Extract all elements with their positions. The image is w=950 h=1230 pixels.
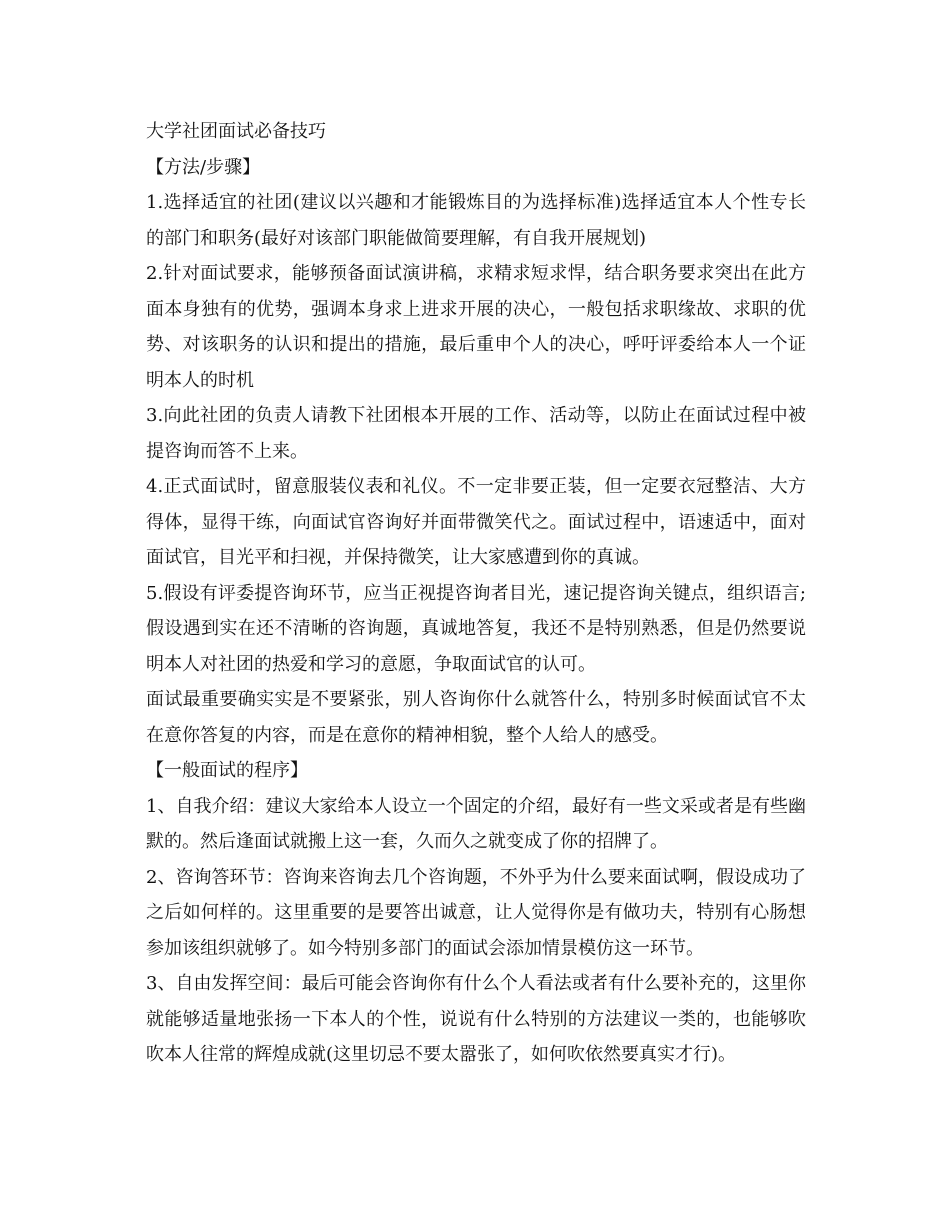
step-5: 5.假设有评委提咨询环节，应当正视提咨询者目光，速记提咨询关键点，组织语言;假设遇到实在还不清晰的咨询题，真诚地答复，我还不是特别熟悉，但是仍然要说明本人对社团的热爱和学习的意愿，争取面试官的认可。 <box>146 582 806 675</box>
step-1: 1.选择适宜的社团(建议以兴趣和才能锻炼目的为选择标准)选择适宜本人个性专长的部门和职务(最好对该部门职能做简要理解，有自我开展规划) <box>146 192 806 249</box>
section-heading-methods: 【方法/步骤】 <box>146 156 261 178</box>
procedure-3: 3、自由发挥空间：最后可能会咨询你有什么个人看法或者有什么要补充的，这里你就能够适量地张扬一下本人的个性，说说有什么特别的方法建议一类的，也能够吹吹本人往常的辉煌成就(这里切忌不要太嚣张了，如何吹依然要真实才行)。 <box>146 973 806 1065</box>
summary-paragraph: 面试最重要确实实是不要紧张，别人咨询你什么就答什么，特别多时候面试官不太在意你答复的内容，而是在意你的精神相貌，整个人给人的感受。 <box>146 689 806 746</box>
section-heading-procedure: 【一般面试的程序】 <box>146 760 308 781</box>
step-4: 4.正式面试时，留意服装仪表和礼仪。不一定非要正装，但一定要衣冠整洁、大方得体，显得干练，向面试官咨询好并面带微笑代之。面试过程中，语速适中，面对面试官，目光平和扫视，并保持微笑，让大家感遭到你的真诚。 <box>146 476 806 568</box>
step-2: 2.针对面试要求，能够预备面试演讲稿，求精求短求悍，结合职务要求突出在此方面本身独有的优势，强调本身求上进求开展的决心，一般包括求职缘故、求职的优势、对该职务的认识和提出的措施，最后重申个人的决心，呼吁评委给本人一个证明本人的时机 <box>146 263 806 391</box>
procedure-2: 2、咨询答环节：咨询来咨询去几个咨询题，不外乎为什么要来面试啊，假设成功了之后如何样的。这里重要的是要答出诚意，让人觉得你是有做功夫，特别有心肠想参加该组织就够了。如今特别多部门的面试会添加情景模仿这一环节。 <box>146 866 806 959</box>
procedure-1: 1、自我介绍：建议大家给本人设立一个固定的介绍，最好有一些文采或者是有些幽默的。然后逢面试就搬上这一套，久而久之就变成了你的招牌了。 <box>146 795 806 852</box>
document-title: 大学社团面试必备技巧 <box>146 121 326 142</box>
document-body <box>146 114 806 1073</box>
step-3: 3.向此社团的负责人请教下社团根本开展的工作、活动等，以防止在面试过程中被提咨询而答不上来。 <box>146 405 806 462</box>
